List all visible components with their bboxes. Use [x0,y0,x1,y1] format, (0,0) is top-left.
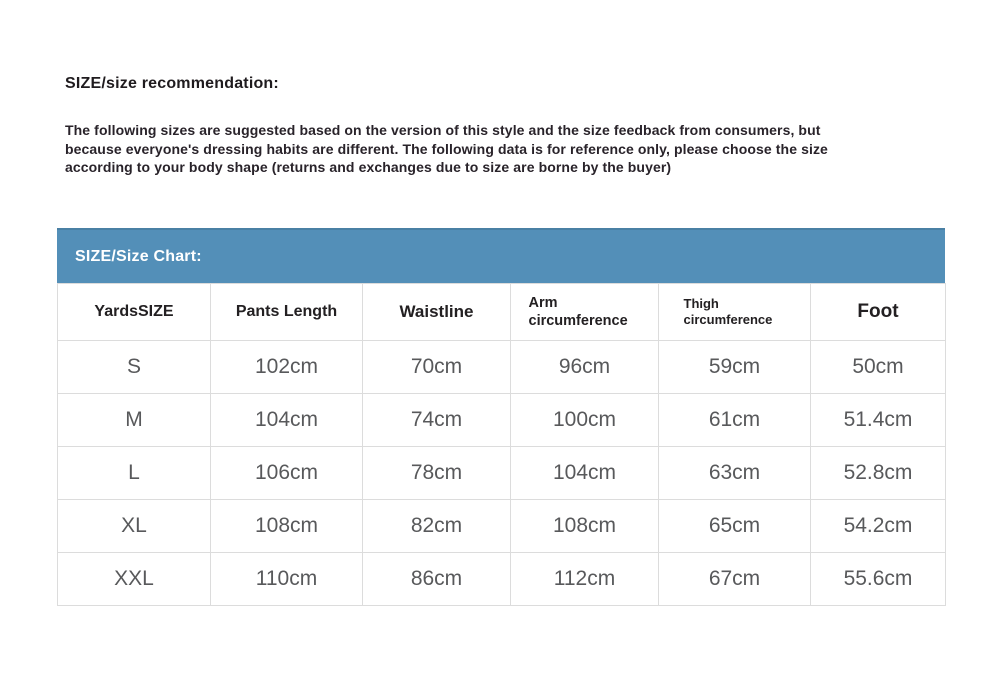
table-row-s [58,341,946,394]
table-row-l [58,447,946,500]
size-recommendation-line: The following sizes are suggested based on the version of this style and the size feedback from consumers, but [65,122,821,138]
table-cell: 108cm [511,500,659,553]
size-recommendation-line: because everyone's dressing habits are different. The following data is for reference only, please choose the size [65,140,828,157]
size-recommendation-heading: SIZE/size recommendation: [65,75,279,92]
column-header-thigh-circumference: Thigh circumference [659,284,811,341]
table-cell: 78cm [363,447,511,500]
table-cell: 52.8cm [811,447,946,500]
table-cell: 59cm [659,341,811,394]
column-header-yards-size: YardsSIZE [58,284,211,341]
size-label-cell: S [58,341,211,394]
table-cell: 51.4cm [811,394,946,447]
size-chart-banner-title: SIZE/Size Chart: [75,247,202,265]
table-cell: 54.2cm [811,500,946,553]
table-cell: 74cm [363,394,511,447]
table-row-xl [58,500,946,553]
column-header-arm-circumference: Arm circumference [511,284,659,341]
table-row-xxl [58,553,946,606]
table-cell: 63cm [659,447,811,500]
table-row-m [58,394,946,447]
table-cell: 55.6cm [811,553,946,606]
table-cell: 61cm [659,394,811,447]
size-label-cell: XL [58,500,211,553]
table-cell: 104cm [211,394,363,447]
column-header-waistline: Waistline [363,284,511,341]
table-cell: 67cm [659,553,811,606]
size-label-cell: L [58,447,211,500]
table-cell: 112cm [511,553,659,606]
column-header-pants-length: Pants Length [211,284,363,341]
table-header-row [58,284,946,341]
table-cell: 50cm [811,341,946,394]
table-cell: 100cm [511,394,659,447]
table-cell: 82cm [363,500,511,553]
size-chart-banner [57,228,945,283]
table-cell: 65cm [659,500,811,553]
table-cell: 96cm [511,341,659,394]
table-cell: 102cm [211,341,363,394]
column-header-foot: Foot [811,284,946,341]
size-recommendation-line: according to your body shape (returns and exchanges due to size are borne by the buyer) [65,159,672,175]
size-label-cell: M [58,394,211,447]
table-cell: 108cm [211,500,363,553]
table-cell: 86cm [363,553,511,606]
table-cell: 106cm [211,447,363,500]
table-cell: 70cm [363,341,511,394]
size-chart-table [57,283,946,606]
table-cell: 104cm [511,447,659,500]
size-recommendation-text [65,121,925,177]
size-label-cell: XXL [58,553,211,606]
table-cell: 110cm [211,553,363,606]
